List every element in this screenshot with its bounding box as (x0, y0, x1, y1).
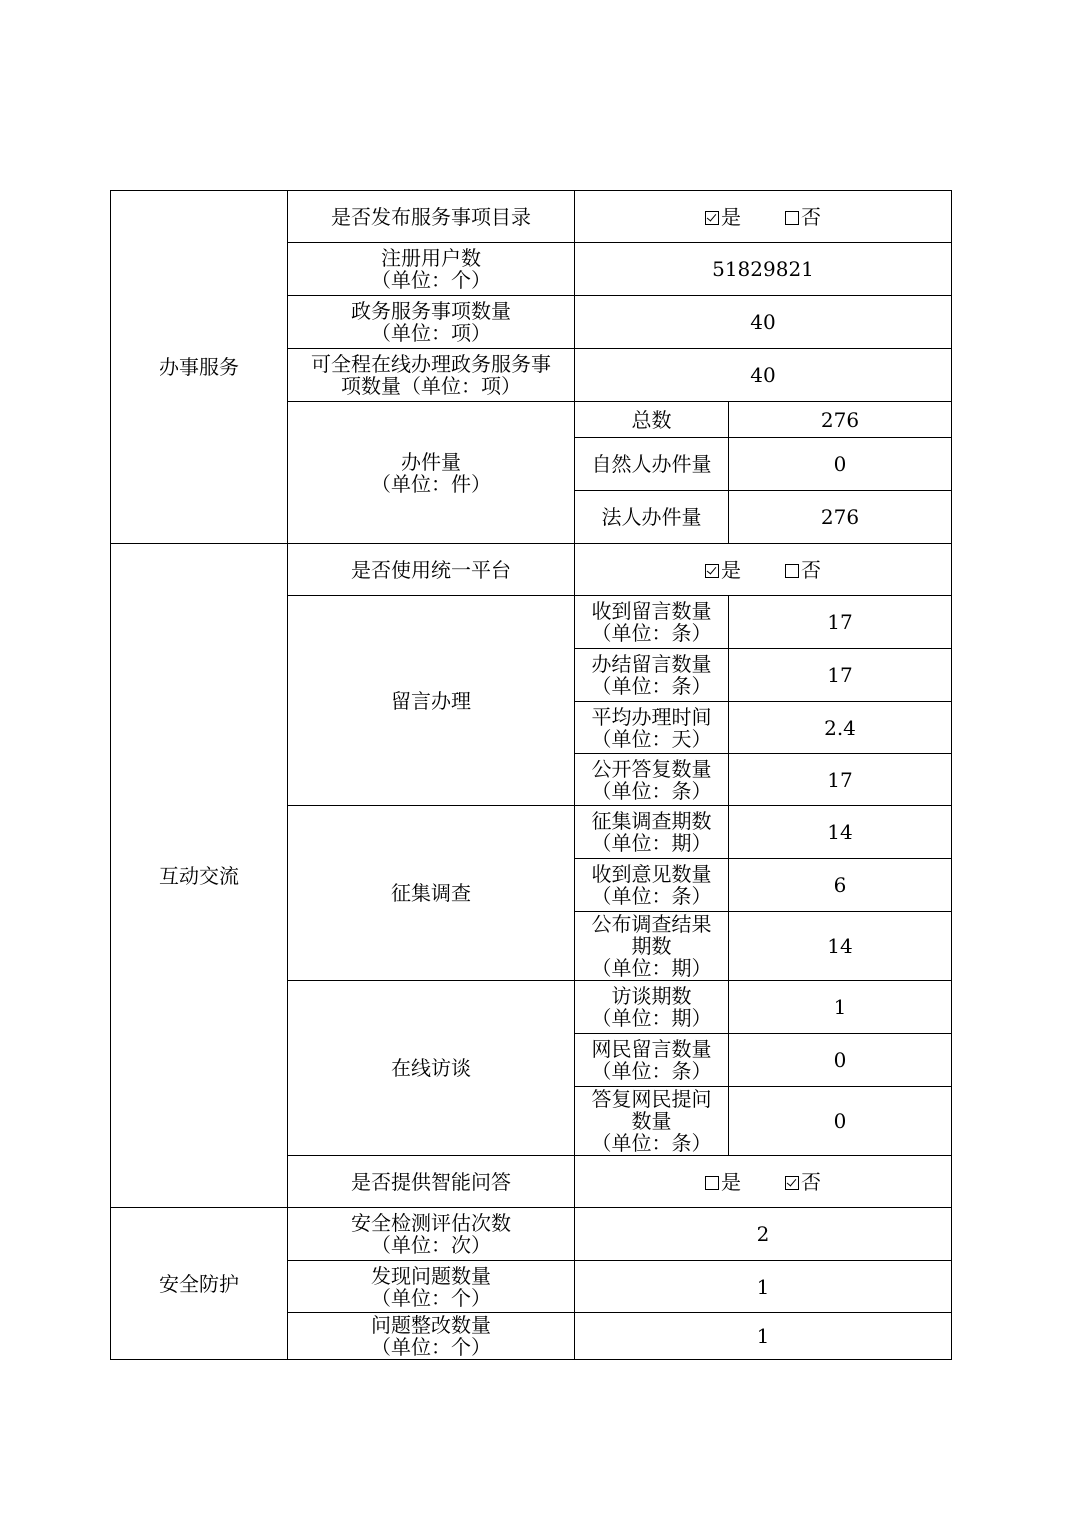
checked-box-icon (785, 1176, 799, 1190)
interview-periods-value: 1 (729, 981, 952, 1034)
interview-messages-label: 网民留言数量 （单位：条） (575, 1034, 729, 1087)
cases-total-value: 276 (729, 402, 952, 438)
survey-results-label: 公布调查结果 期数 （单位：期） (575, 912, 729, 981)
users-label: 注册用户数 （单位：个） (288, 243, 575, 296)
section-security: 安全防护 (111, 1208, 288, 1360)
survey-periods-label: 征集调查期数 （单位：期） (575, 806, 729, 859)
security-assess-value: 2 (575, 1208, 952, 1261)
checked-box-icon (705, 564, 719, 578)
messages-avgtime-label: 平均办理时间 （单位：天） (575, 702, 729, 754)
online-label: 可全程在线办理政务服务事 项数量（单位：项） (288, 349, 575, 402)
catalog-label: 是否发布服务事项目录 (288, 191, 575, 243)
catalog-yes-option[interactable]: 是 (705, 206, 741, 228)
items-value: 40 (575, 296, 952, 349)
messages-avgtime-value: 2.4 (729, 702, 952, 754)
security-found-value: 1 (575, 1261, 952, 1313)
cases-total-label: 总数 (575, 402, 729, 438)
statistics-table (110, 190, 952, 1360)
table-row (111, 1208, 952, 1261)
catalog-choice (575, 191, 952, 243)
interview-label: 在线访谈 (288, 981, 575, 1156)
cases-legal-label: 法人办件量 (575, 491, 729, 544)
interview-messages-value: 0 (729, 1034, 952, 1087)
messages-label: 留言办理 (288, 596, 575, 806)
empty-box-icon (785, 211, 799, 225)
cases-legal-value: 276 (729, 491, 952, 544)
survey-opinions-label: 收到意见数量 （单位：条） (575, 859, 729, 912)
catalog-no-option[interactable]: 否 (785, 206, 821, 228)
cases-natural-value: 0 (729, 438, 952, 491)
table-row (111, 191, 952, 243)
section-interaction: 互动交流 (111, 544, 288, 1208)
table-row (111, 544, 952, 596)
survey-results-value: 14 (729, 912, 952, 981)
platform-yes-option[interactable]: 是 (705, 559, 741, 581)
messages-closed-value: 17 (729, 649, 952, 702)
platform-choice (575, 544, 952, 596)
security-fixed-label: 问题整改数量 （单位：个） (288, 1313, 575, 1360)
qa-yes-option[interactable]: 是 (705, 1171, 741, 1193)
messages-received-value: 17 (729, 596, 952, 649)
security-assess-label: 安全检测评估次数 （单位：次） (288, 1208, 575, 1261)
interview-replies-label: 答复网民提问 数量 （单位：条） (575, 1087, 729, 1156)
survey-periods-value: 14 (729, 806, 952, 859)
interview-replies-value: 0 (729, 1087, 952, 1156)
section-service: 办事服务 (111, 191, 288, 544)
messages-public-label: 公开答复数量 （单位：条） (575, 754, 729, 806)
users-value: 51829821 (575, 243, 952, 296)
platform-no-option[interactable]: 否 (785, 559, 821, 581)
cases-label: 办件量 （单位：件） (288, 402, 575, 544)
messages-closed-label: 办结留言数量 （单位：条） (575, 649, 729, 702)
cases-natural-label: 自然人办件量 (575, 438, 729, 491)
survey-opinions-value: 6 (729, 859, 952, 912)
qa-label: 是否提供智能问答 (288, 1156, 575, 1208)
qa-no-option[interactable]: 否 (785, 1171, 821, 1193)
checked-box-icon (705, 211, 719, 225)
messages-received-label: 收到留言数量 （单位：条） (575, 596, 729, 649)
empty-box-icon (705, 1176, 719, 1190)
security-fixed-value: 1 (575, 1313, 952, 1360)
empty-box-icon (785, 564, 799, 578)
platform-label: 是否使用统一平台 (288, 544, 575, 596)
messages-public-value: 17 (729, 754, 952, 806)
interview-periods-label: 访谈期数 （单位：期） (575, 981, 729, 1034)
items-label: 政务服务事项数量 （单位：项） (288, 296, 575, 349)
survey-label: 征集调查 (288, 806, 575, 981)
online-value: 40 (575, 349, 952, 402)
security-found-label: 发现问题数量 （单位：个） (288, 1261, 575, 1313)
qa-choice (575, 1156, 952, 1208)
